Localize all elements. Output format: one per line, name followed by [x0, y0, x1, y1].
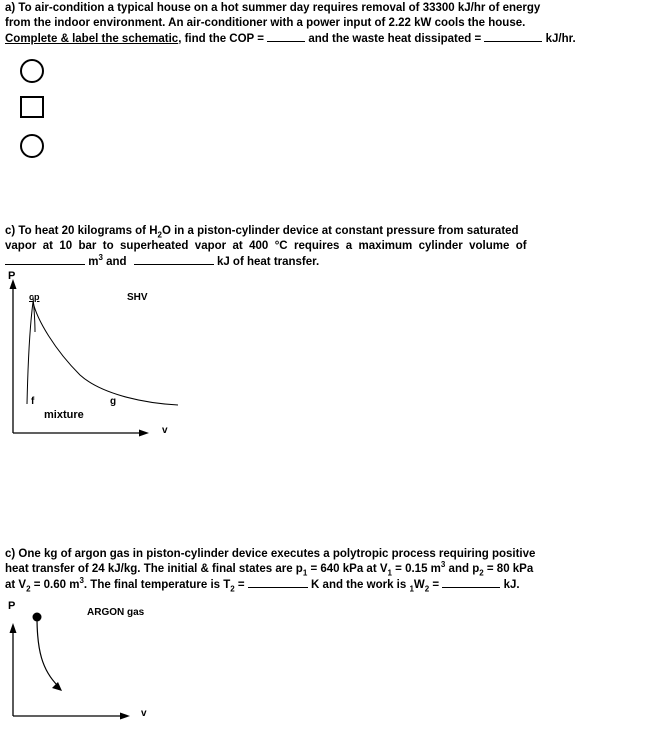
w-subscript: 2: [424, 584, 430, 594]
v2-value: = 0.60 m: [30, 579, 80, 591]
part-b-line-2: vapor at 10 bar to superheated vapor at 400 °C requires a maximum cylinder volume of: [5, 240, 527, 252]
circle-icon[interactable]: [21, 135, 43, 157]
waste-heat-prompt: and the waste heat dissipated =: [308, 33, 482, 45]
process-arrow: [52, 682, 62, 691]
final-temp-text: . The final temperature is T: [83, 579, 231, 591]
part-b-line-1-start: c) To heat 20 kilograms of H: [5, 225, 158, 237]
square-icon[interactable]: [21, 97, 43, 117]
process-curve: [37, 617, 58, 686]
part-b-line-1-rest: O in a piston-cylinder device at constant pressure from saturated: [161, 225, 519, 237]
p1-value: = 640 kPa at V: [307, 563, 388, 575]
t2-equals: =: [234, 579, 245, 591]
g-label: g: [110, 396, 117, 407]
t2-subscript: 2: [230, 584, 235, 594]
critical-point-label: cp: [29, 292, 40, 302]
part-c-line-1: c) One kg of argon gas in piston-cylinder device executes a polytropic process requiring positive: [5, 548, 536, 560]
p2-subscript: 2: [479, 568, 484, 578]
pv-diagram-argon: [10, 613, 131, 720]
v1-exponent: 3: [440, 560, 446, 570]
saturation-dome-curve: [27, 302, 178, 405]
cop-prompt: , find the COP =: [178, 33, 264, 45]
part-a-line-1: a) To air-condition a typical house on a hot summer day requires removal of 33300 kJ/hr of energy: [5, 2, 541, 14]
critical-point-tick: [33, 297, 35, 332]
p2-label: and p: [445, 563, 480, 575]
work-text: K and the work is: [311, 579, 410, 591]
v2-subscript: 2: [26, 584, 31, 594]
work-symbol: W: [413, 579, 425, 591]
part-a-line-2: from the indoor environment. An air-conditioner with a power input of 2.22 kW cools the house.: [5, 17, 526, 29]
volume-unit: m: [88, 256, 99, 268]
volume-unit-exponent: 3: [98, 253, 103, 263]
v-axis-arrow: [120, 713, 130, 720]
v-axis-label: v: [162, 425, 168, 436]
p-axis-label: P: [8, 600, 16, 612]
v1-value: = 0.15 m: [391, 563, 441, 575]
p1-subscript: 1: [302, 568, 308, 578]
w-pre-subscript: 1: [409, 584, 414, 594]
v2-exponent: 3: [79, 576, 84, 586]
pv-diagram-steam: [10, 279, 179, 437]
heat-unit-text: kJ of heat transfer.: [216, 256, 320, 268]
waste-heat-unit: kJ/hr.: [545, 33, 576, 45]
p-axis-arrow: [10, 623, 17, 633]
mixture-label: mixture: [44, 409, 84, 421]
h2o-subscript: 2: [157, 230, 162, 240]
heat-transfer-text: heat transfer of 24 kJ/kg. The initial & final states are p: [5, 563, 303, 575]
p-axis-label: P: [8, 270, 16, 282]
v-axis-arrow: [139, 430, 149, 437]
work-unit: kJ.: [503, 579, 520, 591]
v-axis-label: v: [141, 708, 147, 719]
p2-value: = 80 kPa: [483, 563, 534, 575]
circle-icon[interactable]: [21, 60, 43, 82]
f-label: f: [31, 396, 35, 407]
v1-subscript: 1: [387, 568, 392, 578]
v2-label: at V: [5, 579, 27, 591]
argon-gas-label: ARGON gas: [87, 607, 145, 618]
schematic-instruction: Complete & label the schematic: [5, 33, 179, 45]
shv-label: SHV: [127, 292, 148, 303]
and-text: and: [102, 256, 127, 268]
work-equals: =: [429, 579, 440, 591]
